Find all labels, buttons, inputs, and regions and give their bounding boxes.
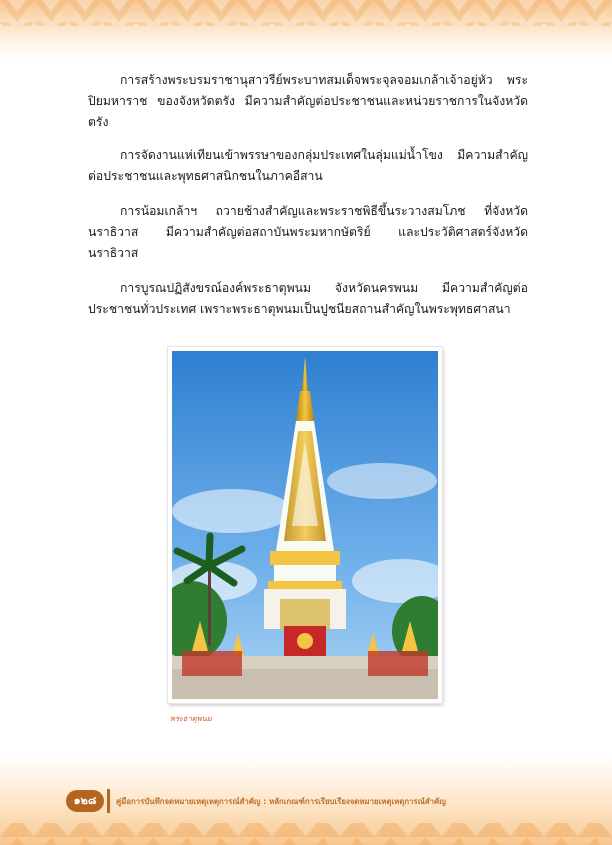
header-decoration <box>0 0 612 60</box>
paragraph-2: การจัดงานแห่เทียนเข้าพรรษาของกลุ่มประเทศในลุ่มแม่น้ำโขง มีความสำคัญต่อประชาชนและพุทธศาสนิกชนในภาคอีสาน <box>88 148 528 183</box>
page-number: ๑๒๘ <box>66 790 104 812</box>
paragraph-1: การสร้างพระบรมราชานุสาวรีย์พระบาทสมเด็จพระจุลจอมเกล้าเจ้าอยู่หัว พระปิยมหาราช ของจังหวัดตรัง มีความสำคัญต่อประชาชนและหน่วยราชการในจังหวัดตรัง <box>88 73 528 129</box>
footer-title: คู่มือการบันทึกจดหมายเหตุเหตุการณ์สำคัญ : หลักเกณฑ์การเรียบเรียงจดหมายเหตุเหตุการณ์สำคัญ <box>116 797 446 806</box>
paragraph-4: การบูรณปฏิสังขรณ์องค์พระธาตุพนม จังหวัดนครพนม มีความสำคัญต่อประชาชนทั่วประเทศ เพราะพระธาตุพนมเป็นปูชนียสถานสำคัญในพระพุทธศาสนา <box>88 281 528 316</box>
stupa-illustration <box>172 351 438 699</box>
body-text <box>88 70 528 334</box>
photo-caption: พระธาตุพนม <box>170 714 212 723</box>
footer-divider <box>107 789 110 813</box>
paragraph-3: การน้อมเกล้าฯ ถวายช้างสำคัญและพระราชพิธีขึ้นระวางสมโภช ที่จังหวัดนราธิวาส มีความสำคัญต่อสถาบันพระมหากษัตริย์ และประวัติศาสตร์จังหวัดนราธิวาส <box>88 204 528 260</box>
stupa-photo <box>168 347 442 703</box>
